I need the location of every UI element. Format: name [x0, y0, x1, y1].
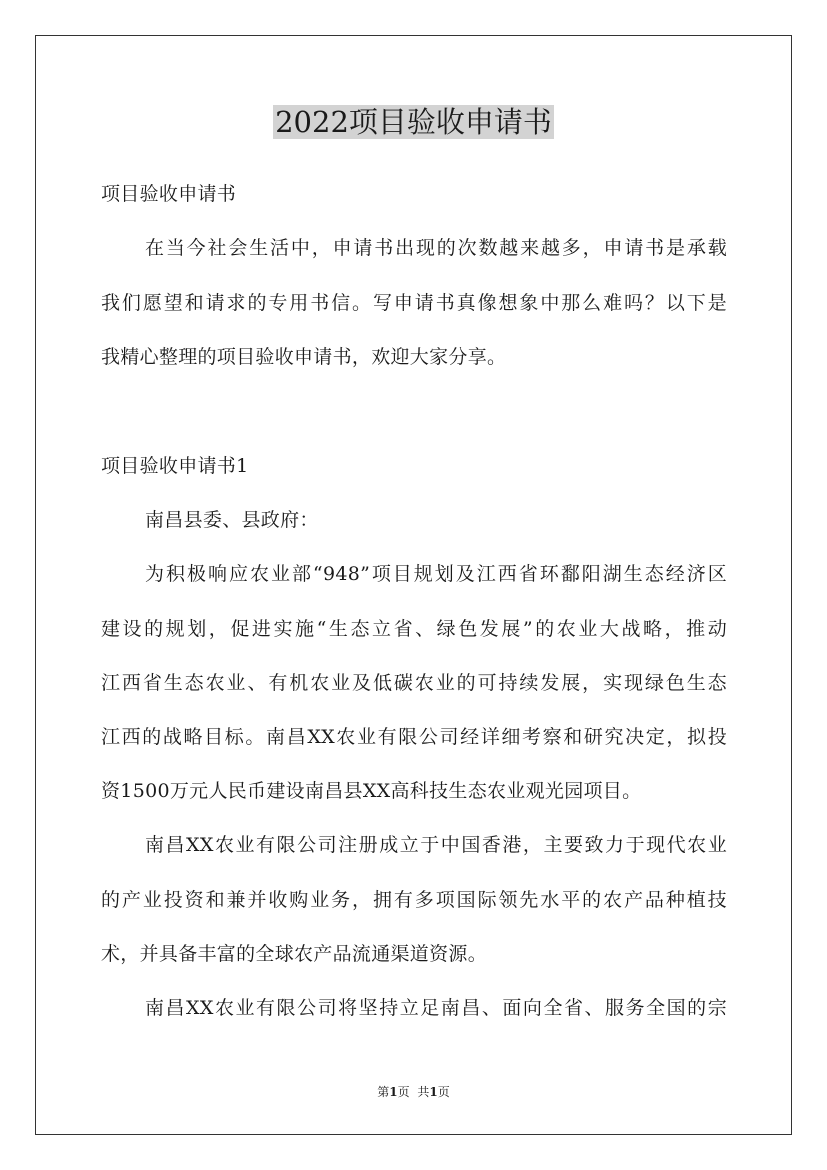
document-title: [0, 100, 827, 144]
footer-page-suffix: 页: [397, 1085, 410, 1099]
footer-total-prefix: 共: [417, 1085, 430, 1099]
paragraph1-line-3: 江西省生态农业、有机农业及低碳农业的可持续发展，实现绿色生态: [101, 672, 727, 694]
footer-page-number: 1: [389, 1085, 398, 1099]
page-footer: [0, 1084, 827, 1100]
paragraph2-line-3: 术，并具备丰富的全球农产品流通渠道资源。: [101, 943, 488, 965]
paragraph1-line-1: 为积极响应农业部“948”项目规划及江西省环鄱阳湖生态经济区: [145, 563, 727, 585]
footer-page-prefix: 第: [377, 1085, 390, 1099]
paragraph2-line-2: 的产业投资和兼并收购业务，拥有多项国际领先水平的农产品种植技: [101, 889, 727, 911]
footer-total-suffix: 页: [437, 1085, 450, 1099]
intro-line-3: 我精心整理的项目验收申请书，欢迎大家分享。: [101, 346, 507, 368]
section-heading: 项目验收申请书1: [101, 455, 249, 477]
subtitle: 项目验收申请书: [101, 183, 237, 205]
intro-line-2: 我们愿望和请求的专用书信。写申请书真像想象中那么难吗？以下是: [101, 292, 727, 314]
salutation: 南昌县委、县政府：: [145, 509, 319, 531]
paragraph3-line-1: 南昌XX农业有限公司将坚持立足南昌、面向全省、服务全国的宗: [145, 997, 727, 1019]
intro-line-1: 在当今社会生活中，申请书出现的次数越来越多，申请书是承载: [145, 237, 727, 259]
paragraph2-line-1: 南昌XX农业有限公司注册成立于中国香港，主要致力于现代农业: [145, 834, 727, 856]
paragraph1-line-2: 建设的规划，促进实施“生态立省、绿色发展”的农业大战略，推动: [101, 618, 727, 640]
document-title-text: 2022项目验收申请书: [275, 105, 552, 139]
paragraph1-line-5: 资1500万元人民币建设南昌县XX高科技生态农业观光园项目。: [101, 780, 642, 802]
paragraph1-line-4: 江西的战略目标。南昌XX农业有限公司经详细考察和研究决定，拟投: [101, 726, 727, 748]
footer-total-number: 1: [429, 1085, 438, 1099]
